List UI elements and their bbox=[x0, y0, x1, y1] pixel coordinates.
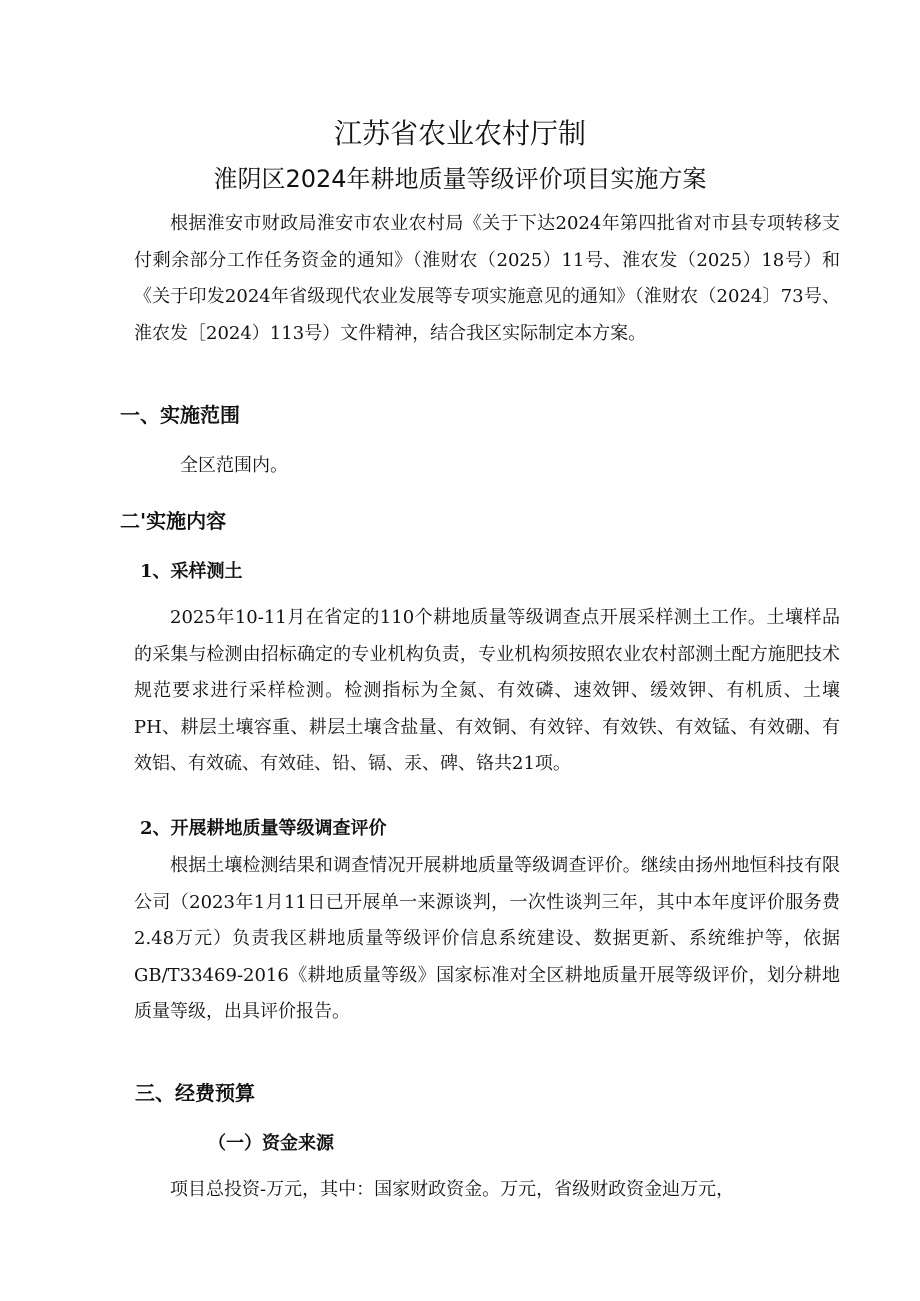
section-heading-content: 二'实施内容 bbox=[120, 509, 227, 533]
scope-paragraph: 全区范围内。 bbox=[180, 455, 288, 476]
evaluation-paragraph: 根据土壤检测结果和调查情况开展耕地质量等级调查评价。继续由扬州地恒科技有限公司（2023年1月11日已开展单一来源谈判，一次性谈判三年，其中本年度评价服务费2.48万元）负责我区耕地质量等级评价信息系统建设、数据更新、系统维护等，依据GB/T33469-2016《耕地质量等级》国家标准对全区耕地质量开展等级评价，划分耕地质量等级，出具评价报告。 bbox=[134, 855, 840, 1022]
document-subtitle: 淮阴区2024年耕地质量等级评价项目实施方案 bbox=[213, 165, 707, 193]
document-title: 江苏省农业农村厅制 bbox=[333, 117, 586, 150]
funds-paragraph: 项目总投资-万元，其中：国家财政资金。万元，省级财政资金辿万元， bbox=[170, 1179, 735, 1200]
intro-paragraph: 根据淮安市财政局淮安市农业农村局《关于下达2024年第四批省对市县专项转移支付剩余部分工作任务资金的通知》（淮财农（2025）11号、淮农发（2025）18号）和《关于印发2024年省级现代农业发展等专项实施意见的通知》（淮财农（2024〕73号、淮农发［2024）113号）文件精神，结合我区实际制定本方案。 bbox=[134, 213, 840, 344]
section-heading-budget: 三、经费预算 bbox=[135, 1081, 255, 1105]
subheading-sampling: 1、采样测土 bbox=[140, 561, 243, 582]
sampling-paragraph: 2025年10-11月在省定的110个耕地质量等级调查点开展采样测土工作。土壤样品的采集与检测由招标确定的专业机构负责，专业机构须按照农业农村部测土配方施肥技术规范要求进行采样检测。检测指标为全氮、有效磷、速效钾、缓效钾、有机质、土壤PH、耕层土壤容重、耕层土壤含盐量、有效铜、有效锌、有效铁、有效锰、有效硼、有效铝、有效硫、有效硅、铅、镉、汞、碑、铬共21项。 bbox=[134, 607, 840, 774]
section-heading-scope: 一、实施范围 bbox=[120, 403, 240, 427]
subheading-funds: （一）资金来源 bbox=[208, 1133, 334, 1154]
subheading-evaluation: 2、开展耕地质量等级调查评价 bbox=[140, 818, 387, 839]
